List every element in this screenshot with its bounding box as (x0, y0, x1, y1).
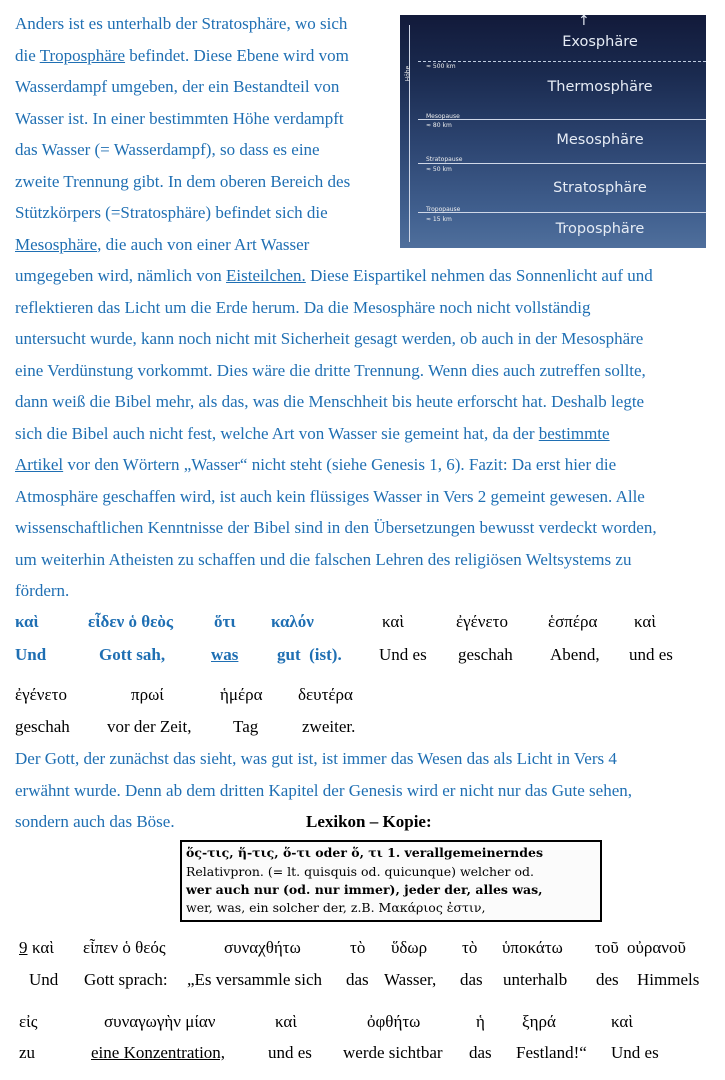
greek-word: ἑσπέρα (548, 612, 598, 631)
text-line: Mesosphäre, die auch von einer Art Wasser (15, 234, 310, 254)
greek-word: εἶδεν ὁ θεὸς (88, 612, 174, 631)
german-word: „Es versammle sich (187, 970, 323, 989)
altitude-label: ≈ 80 km (426, 122, 452, 129)
greek-word: ἡμέρα (220, 685, 263, 704)
greek-word: πρωί (131, 685, 164, 704)
german-word: des (596, 970, 619, 989)
boundary-label: Stratopause (426, 156, 463, 163)
greek-word: καὶ (611, 1012, 633, 1031)
german-word: und es (629, 645, 673, 664)
greek-word: ὕδωρ (391, 938, 428, 957)
greek-word: καὶ (382, 612, 404, 631)
greek-word: ἐγένετο (456, 612, 508, 631)
german-word: das (469, 1043, 492, 1062)
greek-word: καὶ (15, 612, 39, 631)
german-word: Und es (379, 645, 427, 664)
german-word: was (211, 645, 239, 664)
divider (418, 212, 706, 213)
german-word: das (346, 970, 369, 989)
greek-word: εἰς (19, 1012, 38, 1031)
german-word: das (460, 970, 483, 989)
text-line: dann weiß die Bibel mehr, als das, was die Menschheit bis heute erforscht hat. Deshalb legte (15, 392, 645, 411)
paragraph-main (15, 260, 707, 607)
text-line: die Troposphäre befindet. Diese Ebene wird vom (15, 45, 349, 65)
greek-word: συναγωγὴν μίαν (104, 1012, 216, 1031)
german-word: unterhalb (503, 970, 568, 989)
text-line: erwähnt wurde. Denn ab dem dritten Kapitel der Genesis wird er nicht nur das Gute sehen, (15, 780, 632, 800)
lexikon-line: wer, was, ein solcher der, z.B. Μακάριος ἐστιν, (186, 900, 486, 915)
greek-word: δευτέρα (298, 685, 353, 704)
layer-thermosphere: Thermosphäre (547, 79, 653, 95)
greek-word: ὅτι (214, 612, 236, 631)
text-line: sondern auch das Böse. (15, 812, 175, 831)
text-line: Wasser ist. In einer bestimmten Höhe verdampft (15, 108, 344, 128)
boundary-label: Tropopause (426, 206, 461, 213)
text-line: Atmosphäre geschaffen wird, ist auch kein flüssiges Wasser in Vers 2 gemeint gewesen. Alle (15, 486, 645, 506)
link-mesosphaere[interactable]: Mesosphäre, (15, 234, 102, 254)
greek-word: συναχθήτω (224, 938, 301, 957)
lexikon-excerpt (180, 840, 602, 922)
greek-word: ὀφθήτω (367, 1012, 421, 1031)
german-word: werde sichtbar (343, 1043, 443, 1062)
divider (418, 163, 706, 164)
german-word: Und es (611, 1043, 659, 1062)
german-word: und es (268, 1043, 312, 1062)
link-bestimmte[interactable]: bestimmte (538, 423, 610, 443)
greek-word: τὸ (350, 938, 366, 957)
greek-word: καλόν (271, 612, 314, 631)
lexikon-heading: Lexikon – Kopie: (306, 812, 432, 831)
altitude-label: ≈ 50 km (426, 166, 452, 173)
greek-word: οὐρανοῦ (627, 938, 686, 957)
greek-word: ἐγένετο (15, 685, 67, 704)
greek-word: καὶ (634, 612, 656, 631)
german-word: Festland!“ (516, 1043, 587, 1062)
layer-mesosphere: Mesosphäre (556, 132, 644, 148)
text-line: Der Gott, der zunächst das sieht, was gut ist, ist immer das Wesen das als Licht in Vers 4 (15, 749, 617, 768)
text-line: reflektieren das Licht um die Erde herum. Da die Mesosphäre noch nicht vollständig (15, 297, 591, 317)
paragraph-intro (15, 8, 381, 260)
text-line: Wasserdampf umgeben, der ein Bestandteil von (15, 77, 340, 96)
german-word: Und (29, 970, 59, 989)
verse-number: 9 (19, 938, 28, 957)
german-word: eine Konzentration, (91, 1043, 226, 1062)
text-line: das Wasser (= Wasserdampf), so dass es eine (15, 140, 320, 159)
german-word: geschah (458, 645, 513, 664)
text-line: wissenschaftlichen Kenntnisse der Bibel sind in den Übersetzungen bewusst verdeckt worden, (15, 518, 657, 537)
german-word: Abend, (550, 645, 600, 664)
german-word: vor der Zeit, (107, 717, 192, 736)
german-word: Gott sprach: (84, 970, 168, 989)
text-line: untersucht wurde, kann noch nicht mit Sicherheit gesagt werden, ob auch in der Mesosphäre (15, 329, 644, 348)
link-artikel[interactable]: Artikel (15, 455, 64, 474)
greek-word: τὸ (462, 938, 478, 957)
layer-exosphere: Exosphäre (562, 34, 638, 50)
arrow-up-icon: ↑ (578, 13, 590, 29)
lexikon-line: wer auch nur (od. nur immer), jeder der, alles was, (186, 882, 543, 897)
text-line: umgegeben wird, nämlich von Eisteilchen. Diese Eispartikel nehmen das Sonnenlicht auf und (15, 266, 653, 285)
altitude-label: ≈ 500 km (426, 63, 456, 70)
text-line: Anders ist es unterhalb der Stratosphäre, wo sich (15, 14, 348, 33)
layer-troposphere: Troposphäre (555, 221, 645, 237)
height-axis-label: Höhe (404, 65, 412, 82)
boundary-label: Mesopause (426, 113, 460, 120)
layer-stratosphere: Stratosphäre (553, 180, 647, 196)
german-word: Und (15, 645, 47, 664)
german-word: zweiter. (302, 717, 356, 736)
german-word: gut (ist). (277, 645, 342, 664)
german-word: Gott sah, (99, 645, 166, 664)
german-word: Himmels (637, 970, 700, 989)
greek-word: ξηρά (522, 1012, 556, 1031)
atmosphere-diagram (400, 15, 706, 248)
height-axis (409, 25, 410, 242)
greek-word: ὑποκάτω (502, 938, 563, 957)
greek-word: ἡ (476, 1012, 485, 1031)
text-line: zweite Trennung gibt. In dem oberen Bereich des (15, 171, 351, 191)
altitude-label: ≈ 15 km (426, 216, 452, 223)
german-word: geschah (15, 717, 70, 736)
lexikon-line: ὅς-τις, ἥ-τις, ὅ-τι oder ὅ, τι 1. verallgemeinerndes (186, 845, 543, 860)
german-word: Wasser, (384, 970, 437, 989)
text-line: Artikel vor den Wörtern „Wasser“ nicht steht (siehe Genesis 1, 6). Fazit: Da erst hier die (15, 455, 617, 474)
divider (418, 61, 706, 62)
link-troposphaere[interactable]: Troposphäre (39, 45, 126, 65)
text-line: um weiterhin Atheisten zu schaffen und die falschen Lehren des religiösen Weltsystems zu (15, 549, 632, 569)
text-line: sich die Bibel auch nicht fest, welche Art von Wasser sie gemeint hat, da der bestimmte (15, 423, 610, 443)
text-line: Stützkörpers (=Stratosphäre) befindet sich die (15, 203, 328, 222)
link-eisteilchen[interactable]: Eisteilchen. (226, 266, 306, 285)
lexikon-line: Relativpron. (= lt. quisquis od. quicunque) welcher od. (186, 864, 534, 879)
divider (418, 119, 706, 120)
text-line: fördern. (15, 581, 70, 600)
greek-word: εἶπεν ὁ θεός (83, 938, 166, 957)
greek-word: καὶ (275, 1012, 297, 1031)
greek-word: τοῦ (595, 938, 619, 957)
german-word: Tag (233, 717, 259, 736)
text-line: eine Verdünstung vorkommt. Dies wäre die dritte Trennung. Wenn dies auch zutreffen sollte, (15, 360, 646, 380)
greek-word: καὶ (32, 938, 54, 957)
german-word: zu (19, 1043, 36, 1062)
